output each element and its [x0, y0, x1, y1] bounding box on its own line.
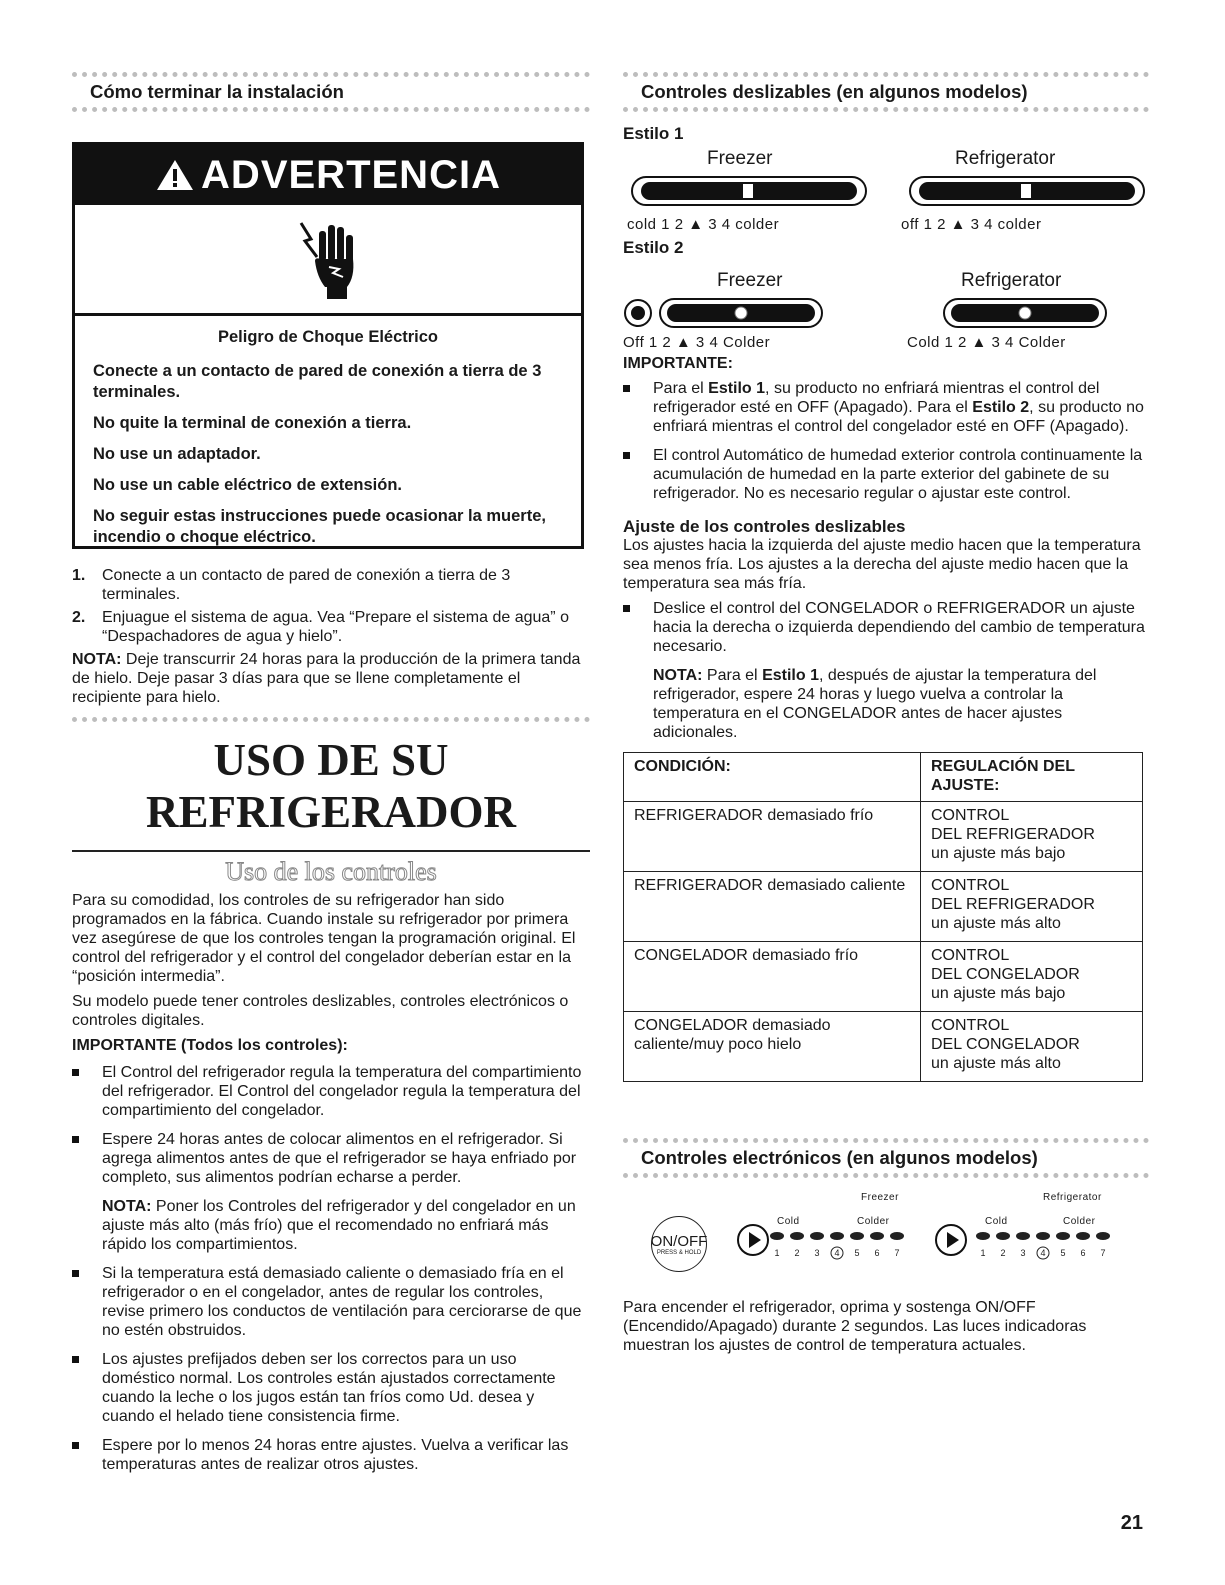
warning-line: No use un adaptador.	[93, 445, 261, 463]
list-item	[72, 1436, 590, 1474]
refrigerator-colder-label: Colder	[1063, 1216, 1096, 1227]
svg-text:6: 6	[874, 1248, 880, 1258]
on-off-label: ON/OFF	[650, 1232, 708, 1250]
table-cell: REFRIGERADOR demasiado caliente	[624, 872, 921, 942]
bullet-nota	[653, 666, 1149, 742]
text: Para el	[702, 667, 763, 684]
warning-title: ADVERTENCIA	[201, 152, 501, 197]
bullet-text: Los ajustes prefijados deben ser los correctos para un uso doméstico normal. Los controles están ajustados correctamente cuando la leche o los jugos están tan fríos como Ud. desea y cuando el helado tiene consistencia firme.	[102, 1351, 556, 1425]
on-off-button[interactable]	[651, 1216, 707, 1272]
bullet-text: El Control del refrigerador regula la temperatura del compartimiento del refrigerador. El Control del congelador regula la temperatura del compartimiento del congelador.	[102, 1064, 582, 1119]
list-item	[623, 599, 1149, 742]
importante-list	[72, 1063, 590, 1474]
warning-line: No use un cable eléctrico de extensión.	[93, 476, 403, 494]
list-item	[72, 566, 590, 604]
dotted-rule	[623, 1138, 1149, 1143]
text: , su producto no enfriará mientras el control del congelador esté en OFF (Apagado).	[653, 399, 1144, 435]
importante-heading: IMPORTANTE:	[623, 355, 733, 372]
text-bold: Estilo 1	[708, 380, 766, 397]
table-cell: CONGELADOR demasiado frío	[624, 942, 921, 1012]
text-bold: Estilo 1	[762, 667, 819, 684]
steps-list	[72, 566, 590, 646]
svg-text:3: 3	[814, 1248, 820, 1258]
refrigerator-label: Refrigerator	[961, 270, 1062, 291]
refrigerator-cold-label: Cold	[985, 1216, 1008, 1227]
elec-freezer-label: Freezer	[861, 1192, 899, 1203]
estilo-1-label: Estilo 1	[623, 124, 684, 143]
svg-text:5: 5	[854, 1248, 860, 1258]
chapter-rule	[72, 850, 590, 852]
bullet-text: Espere por lo menos 24 horas entre ajustes. Vuelva a verificar las temperaturas antes de realizar otros ajustes.	[102, 1437, 569, 1473]
press-hold-label: PRESS & HOLD	[656, 1249, 702, 1256]
paragraph: Su modelo puede tener controles deslizables, controles electrónicos o controles digitales.	[72, 993, 569, 1029]
warning-box	[72, 142, 584, 549]
dotted-rule	[72, 717, 590, 722]
list-item	[72, 1350, 590, 1426]
table-header: CONDICIÓN:	[624, 753, 921, 802]
freezer-adjust-button[interactable]	[737, 1224, 769, 1256]
svg-text:2: 2	[1000, 1248, 1006, 1258]
step-text: Enjuague el sistema de agua. Vea “Prepare el sistema de agua” o “Despachadores de agua y hielo”.	[102, 609, 569, 645]
bullet-text: El control Automático de humedad exterior controla continuamente la acumulación de humedad en la parte exterior del gabinete de su refrigerador. No es necesario regular o ajustar este control.	[653, 447, 1143, 502]
table-row	[624, 942, 1143, 1012]
left-section-header	[72, 72, 590, 112]
text: , después de ajustar la temperatura del refrigerador, espere 24 horas y luego vuelva a controlar la temperatura en el CONGELADOR antes de hacer ajustes adicionales.	[653, 667, 1097, 741]
list-item	[623, 379, 1149, 436]
list-item	[72, 608, 590, 646]
step-text: Conecte a un contacto de pared de conexión a tierra de 3 terminales.	[102, 567, 511, 603]
importante-list	[623, 379, 1149, 503]
table-cell: CONTROL DEL REFRIGERADOR un ajuste más bajo	[921, 802, 1143, 872]
freezer-level-leds	[769, 1230, 909, 1266]
warning-body	[75, 316, 581, 548]
ajuste-list	[623, 599, 1149, 742]
freezer-slider[interactable]	[659, 298, 823, 328]
list-item	[623, 446, 1149, 503]
refrigerator-adjust-button[interactable]	[935, 1224, 967, 1256]
dotted-rule	[623, 107, 1149, 112]
section-title-electronicos: Controles electrónicos (en algunos modelos)	[641, 1147, 1038, 1168]
svg-text:7: 7	[1100, 1248, 1106, 1258]
bullet-text: Deslice el control del CONGELADOR o REFRIGERADOR un ajuste hacia la derecha o izquierda dependiendo del cambio de temperatura necesario.	[653, 600, 1145, 655]
bullet-nota	[102, 1197, 590, 1254]
table-header: REGULACIÓN DEL AJUSTE:	[921, 753, 1143, 802]
warning-line: No quite la terminal de conexión a tierra.	[93, 414, 412, 432]
dotted-rule	[623, 72, 1149, 77]
text-bold: Estilo 2	[972, 399, 1030, 416]
chapter-title-line: REFRIGERADOR	[145, 787, 517, 837]
table-row	[624, 872, 1143, 942]
nota-label: NOTA:	[72, 651, 122, 668]
paragraph: Para encender el refrigerador, oprima y sostenga ON/OFF (Encendido/Apagado) durante 2 segundos. Las luces indicadoras muestran los ajustes de control de temperatura actuales.	[623, 1299, 1087, 1354]
table-row	[624, 802, 1143, 872]
table-header-row	[624, 753, 1143, 802]
step-number: 1.	[72, 567, 86, 584]
refrigerator-label: Refrigerator	[955, 148, 1056, 169]
electronic-controls-section	[623, 1138, 1149, 1355]
electronic-panel	[623, 1178, 1149, 1298]
svg-text:2: 2	[794, 1248, 800, 1258]
warning-triangle-icon	[155, 158, 195, 192]
svg-text:1: 1	[774, 1248, 780, 1258]
refrigerator-level-leds	[975, 1230, 1115, 1266]
freezer-label: Freezer	[717, 270, 783, 291]
svg-text:7: 7	[894, 1248, 900, 1258]
table-cell: CONGELADOR demasiado caliente/muy poco hielo	[624, 1012, 921, 1082]
list-item	[72, 1264, 590, 1340]
nota-text: Deje transcurrir 24 horas para la producción de la primera tanda de hielo. Deje pasar 3 días para que se llene completamente el recipiente para hielo.	[72, 651, 581, 706]
chapter-title	[72, 734, 590, 838]
svg-text:1: 1	[980, 1248, 986, 1258]
bullet-text: Si la temperatura está demasiado caliente o demasiado fría en el refrigerador o en el congelador, antes de regular los controles, revise primero los conductos de ventilación para cerciorarse de que no estén obstruidos.	[102, 1265, 582, 1339]
paragraph: Los ajustes hacia la izquierda del ajuste medio hacen que la temperatura sea menos fría. Los ajustes a la derecha del ajuste medio hacen que la temperatura sea más fría.	[623, 537, 1141, 592]
nota-paragraph	[72, 650, 590, 707]
regulation-table	[623, 752, 1143, 1082]
paragraph: Para su comodidad, los controles de su refrigerador han sido programados en la fábrica. Cuando instale su refrigerador por primera vez asegúrese de que los controles tengan la programación original. El control del refrigerador y el control del congelador deberían estar en la “posición intermedia”.	[72, 892, 576, 985]
dotted-rule	[72, 107, 590, 112]
bullet-text: Espere 24 horas antes de colocar alimentos en el refrigerador. Si agrega alimentos antes de que el refrigerador se haya enfriado por completo, sus alimentos podrían echarse a perder.	[102, 1131, 577, 1186]
warning-line: No seguir estas instrucciones puede ocasionar la muerte, incendio o choque eléctrico.	[93, 507, 546, 546]
estilo-1-row	[623, 144, 1149, 252]
installation-steps	[72, 566, 590, 1484]
importante-heading: IMPORTANTE (Todos los controles):	[72, 1037, 348, 1054]
right-body	[623, 354, 1149, 1082]
freezer-scale: Off 1 2 ▲ 3 4 Colder	[623, 334, 771, 351]
estilo-2-label: Estilo 2	[623, 238, 684, 257]
section-title-instalacion: Cómo terminar la instalación	[90, 81, 344, 102]
freezer-slider[interactable]	[631, 176, 867, 206]
nota-label: NOTA:	[653, 667, 703, 684]
hazard-label: Peligro de Choque Eléctrico	[217, 328, 439, 346]
svg-text:4: 4	[1040, 1248, 1046, 1258]
refrigerator-scale: off 1 2 ▲ 3 4 colder	[901, 216, 1042, 233]
table-row	[624, 1012, 1143, 1082]
page-number: 21	[1120, 1512, 1143, 1534]
svg-text:6: 6	[1080, 1248, 1086, 1258]
dotted-rule	[72, 72, 590, 77]
svg-text:4: 4	[834, 1248, 840, 1258]
freezer-colder-label: Colder	[857, 1216, 890, 1227]
freezer-scale: cold 1 2 ▲ 3 4 colder	[627, 216, 780, 233]
freezer-label: Freezer	[707, 148, 773, 169]
chapter-title-line: USO DE SU	[213, 735, 449, 785]
ajuste-heading: Ajuste de los controles deslizables	[623, 517, 906, 536]
step-number: 2.	[72, 609, 86, 626]
uso-controles-title: Uso de los controles	[225, 857, 437, 886]
shock-hazard-area	[75, 205, 581, 316]
refrigerator-slider[interactable]	[909, 176, 1145, 206]
list-item	[72, 1063, 590, 1120]
estilo-2-row	[623, 258, 1149, 356]
warning-line: Conecte a un contacto de pared de conexión a tierra de 3 terminales.	[93, 362, 542, 401]
text: , su producto no enfriará mientras el control del refrigerador esté en OFF (Apagado). Para el	[653, 380, 1100, 416]
refrigerator-slider[interactable]	[943, 298, 1107, 328]
text: Para el	[653, 380, 709, 397]
right-section-header	[623, 72, 1149, 112]
svg-text:5: 5	[1060, 1248, 1066, 1258]
slider-controls	[623, 124, 1149, 356]
nota-text: Poner los Controles del refrigerador y del congelador en un ajuste más alto (más frío) que el recomendado no enfriará más rápido los compartimientos.	[102, 1198, 576, 1253]
freezer-cold-label: Cold	[777, 1216, 800, 1227]
off-indicator-icon	[623, 298, 653, 328]
table-cell: CONTROL DEL CONGELADOR un ajuste más alto	[921, 1012, 1143, 1082]
table-cell: REFRIGERADOR demasiado frío	[624, 802, 921, 872]
svg-text:3: 3	[1020, 1248, 1026, 1258]
table-cell: CONTROL DEL CONGELADOR un ajuste más bajo	[921, 942, 1143, 1012]
refrigerator-scale: Cold 1 2 ▲ 3 4 Colder	[907, 334, 1066, 351]
warning-header	[75, 145, 581, 205]
section-title-deslizables: Controles deslizables (en algunos modelos)	[641, 81, 1028, 102]
elec-refrigerator-label: Refrigerator	[1043, 1192, 1102, 1203]
table-cell: CONTROL DEL REFRIGERADOR un ajuste más alto	[921, 872, 1143, 942]
electric-shock-hand-icon	[293, 217, 363, 301]
nota-label: NOTA:	[102, 1198, 152, 1215]
list-item	[72, 1130, 590, 1254]
